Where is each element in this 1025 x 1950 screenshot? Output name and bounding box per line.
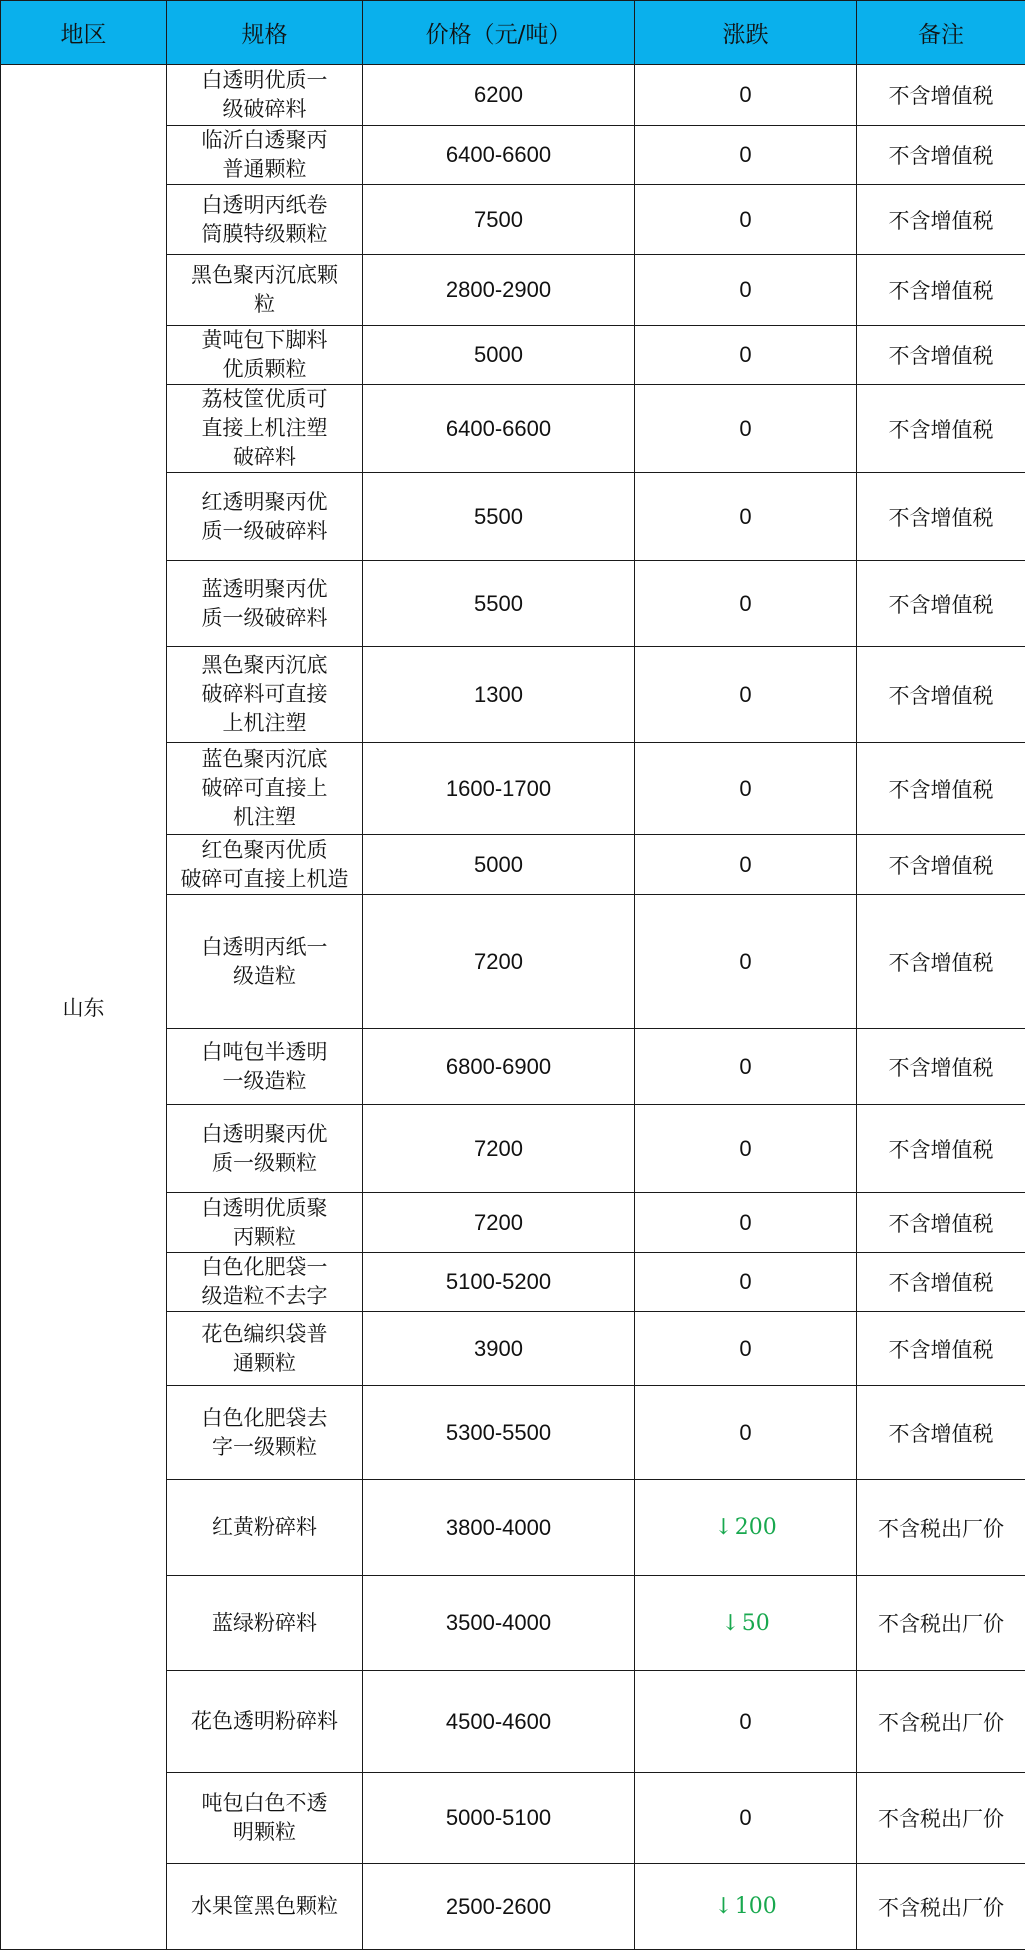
note-cell: 不含增值税 xyxy=(857,561,1025,647)
change-value: 50 xyxy=(742,1611,770,1636)
change-cell: 0 xyxy=(635,185,857,255)
spec-cell xyxy=(167,126,363,185)
price-cell: 6400-6600 xyxy=(363,385,635,473)
table-body xyxy=(1,65,1025,1950)
change-cell: 0 xyxy=(635,1312,857,1386)
spec-line: 破碎料可直接 xyxy=(173,680,356,709)
spec-line: 临沂白透聚丙 xyxy=(173,126,356,155)
change-cell xyxy=(635,1480,857,1576)
spec-line: 吨包白色不透 xyxy=(173,1789,356,1818)
change-cell: 0 xyxy=(635,1029,857,1105)
spec-cell xyxy=(167,1253,363,1312)
spec-line: 水果筐黑色颗粒 xyxy=(173,1892,356,1921)
note-cell: 不含增值税 xyxy=(857,185,1025,255)
change-cell: 0 xyxy=(635,1386,857,1480)
arrow-down-icon: ↓ xyxy=(721,1611,739,1636)
change-cell: 0 xyxy=(635,473,857,561)
spec-line: 普通颗粒 xyxy=(173,155,356,184)
spec-line: 级破碎料 xyxy=(173,95,356,124)
price-cell: 5000 xyxy=(363,835,635,895)
price-cell: 6200 xyxy=(363,65,635,126)
note-cell: 不含增值税 xyxy=(857,647,1025,743)
note-cell: 不含税出厂价 xyxy=(857,1671,1025,1773)
table-header xyxy=(1,1,1025,65)
price-cell: 3800-4000 xyxy=(363,1480,635,1576)
spec-cell xyxy=(167,1193,363,1253)
change-cell: 0 xyxy=(635,647,857,743)
change-cell: 0 xyxy=(635,1773,857,1864)
change-cell: 0 xyxy=(635,126,857,185)
spec-line: 白色化肥袋去 xyxy=(173,1404,356,1433)
change-cell: 0 xyxy=(635,1671,857,1773)
spec-line: 白色化肥袋一 xyxy=(173,1253,356,1282)
price-cell: 5000-5100 xyxy=(363,1773,635,1864)
spec-line: 质一级破碎料 xyxy=(173,517,356,546)
spec-cell xyxy=(167,895,363,1029)
spec-line: 字一级颗粒 xyxy=(173,1433,356,1462)
note-cell: 不含增值税 xyxy=(857,835,1025,895)
note-cell: 不含增值税 xyxy=(857,1193,1025,1253)
header-row xyxy=(1,1,1025,65)
change-cell: 0 xyxy=(635,561,857,647)
change-cell: 0 xyxy=(635,385,857,473)
note-cell: 不含增值税 xyxy=(857,473,1025,561)
change-value: 200 xyxy=(735,1515,777,1540)
price-cell: 2800-2900 xyxy=(363,255,635,326)
spec-cell xyxy=(167,1773,363,1864)
note-cell: 不含增值税 xyxy=(857,1253,1025,1312)
spec-line: 筒膜特级颗粒 xyxy=(173,220,356,249)
change-value: 100 xyxy=(735,1894,777,1919)
spec-cell xyxy=(167,1029,363,1105)
price-cell: 6800-6900 xyxy=(363,1029,635,1105)
change-cell: 0 xyxy=(635,255,857,326)
change-cell: 0 xyxy=(635,1193,857,1253)
spec-cell xyxy=(167,1671,363,1773)
spec-line: 红黄粉碎料 xyxy=(173,1513,356,1542)
spec-line: 丙颗粒 xyxy=(173,1223,356,1252)
note-cell: 不含增值税 xyxy=(857,326,1025,385)
spec-cell xyxy=(167,835,363,895)
spec-line: 机注塑 xyxy=(173,803,356,832)
price-cell: 5500 xyxy=(363,561,635,647)
spec-line: 优质颗粒 xyxy=(173,355,356,384)
spec-line: 破碎可直接上机造 xyxy=(173,865,356,894)
change-cell: 0 xyxy=(635,895,857,1029)
spec-cell xyxy=(167,1386,363,1480)
spec-line: 黄吨包下脚料 xyxy=(173,326,356,355)
change-cell xyxy=(635,1576,857,1671)
spec-line: 蓝透明聚丙优 xyxy=(173,575,356,604)
spec-line: 白透明优质聚 xyxy=(173,1194,356,1223)
spec-line: 级造粒不去字 xyxy=(173,1282,356,1311)
spec-cell xyxy=(167,1864,363,1950)
price-cell: 1600-1700 xyxy=(363,743,635,835)
spec-line: 破碎料 xyxy=(173,443,356,472)
note-cell: 不含增值税 xyxy=(857,126,1025,185)
spec-cell xyxy=(167,743,363,835)
note-cell: 不含税出厂价 xyxy=(857,1576,1025,1671)
spec-cell xyxy=(167,385,363,473)
price-cell: 4500-4600 xyxy=(363,1671,635,1773)
header-price: 价格（元/吨） xyxy=(363,1,635,65)
spec-line: 白吨包半透明 xyxy=(173,1038,356,1067)
spec-line: 黑色聚丙沉底 xyxy=(173,651,356,680)
note-cell: 不含税出厂价 xyxy=(857,1480,1025,1576)
spec-line: 粒 xyxy=(173,290,356,319)
note-cell: 不含增值税 xyxy=(857,1105,1025,1193)
spec-cell xyxy=(167,1312,363,1386)
note-cell: 不含税出厂价 xyxy=(857,1773,1025,1864)
spec-line: 明颗粒 xyxy=(173,1818,356,1847)
spec-line: 红色聚丙优质 xyxy=(173,836,356,865)
spec-cell xyxy=(167,561,363,647)
spec-cell xyxy=(167,185,363,255)
spec-cell xyxy=(167,647,363,743)
price-cell: 7200 xyxy=(363,1105,635,1193)
spec-line: 白透明聚丙优 xyxy=(173,1120,356,1149)
header-change: 涨跌 xyxy=(635,1,857,65)
note-cell: 不含增值税 xyxy=(857,895,1025,1029)
price-cell: 5500 xyxy=(363,473,635,561)
spec-line: 质一级破碎料 xyxy=(173,604,356,633)
spec-line: 花色透明粉碎料 xyxy=(173,1707,356,1736)
change-cell xyxy=(635,1864,857,1950)
spec-line: 蓝色聚丙沉底 xyxy=(173,745,356,774)
spec-line: 质一级颗粒 xyxy=(173,1149,356,1178)
price-cell: 7200 xyxy=(363,895,635,1029)
price-cell: 7200 xyxy=(363,1193,635,1253)
spec-cell xyxy=(167,1105,363,1193)
note-cell: 不含增值税 xyxy=(857,255,1025,326)
header-spec: 规格 xyxy=(167,1,363,65)
header-note: 备注 xyxy=(857,1,1025,65)
arrow-down-icon: ↓ xyxy=(714,1515,732,1540)
spec-line: 荔枝筐优质可 xyxy=(173,385,356,414)
spec-line: 直接上机注塑 xyxy=(173,414,356,443)
region-cell: 山东 xyxy=(1,65,167,1950)
spec-line: 级造粒 xyxy=(173,962,356,991)
price-cell: 5100-5200 xyxy=(363,1253,635,1312)
spec-cell xyxy=(167,255,363,326)
note-cell: 不含增值税 xyxy=(857,1029,1025,1105)
price-cell: 6400-6600 xyxy=(363,126,635,185)
spec-cell xyxy=(167,65,363,126)
spec-line: 蓝绿粉碎料 xyxy=(173,1609,356,1638)
arrow-down-icon: ↓ xyxy=(714,1894,732,1919)
change-cell: 0 xyxy=(635,1253,857,1312)
table-row xyxy=(1,65,1025,126)
price-cell: 5300-5500 xyxy=(363,1386,635,1480)
price-cell: 3500-4000 xyxy=(363,1576,635,1671)
spec-line: 通颗粒 xyxy=(173,1349,356,1378)
note-cell: 不含增值税 xyxy=(857,743,1025,835)
change-cell: 0 xyxy=(635,65,857,126)
spec-line: 花色编织袋普 xyxy=(173,1320,356,1349)
price-cell: 2500-2600 xyxy=(363,1864,635,1950)
change-cell: 0 xyxy=(635,1105,857,1193)
change-cell: 0 xyxy=(635,743,857,835)
note-cell: 不含税出厂价 xyxy=(857,1864,1025,1950)
spec-line: 黑色聚丙沉底颗 xyxy=(173,261,356,290)
spec-line: 白透明丙纸卷 xyxy=(173,191,356,220)
spec-line: 破碎可直接上 xyxy=(173,774,356,803)
spec-cell xyxy=(167,1480,363,1576)
note-cell: 不含增值税 xyxy=(857,385,1025,473)
spec-cell xyxy=(167,1576,363,1671)
price-cell: 1300 xyxy=(363,647,635,743)
spec-cell xyxy=(167,326,363,385)
price-cell: 3900 xyxy=(363,1312,635,1386)
spec-line: 白透明优质一 xyxy=(173,66,356,95)
change-cell: 0 xyxy=(635,835,857,895)
note-cell: 不含增值税 xyxy=(857,1312,1025,1386)
header-region: 地区 xyxy=(1,1,167,65)
price-cell: 7500 xyxy=(363,185,635,255)
note-cell: 不含增值税 xyxy=(857,65,1025,126)
change-cell: 0 xyxy=(635,326,857,385)
spec-line: 白透明丙纸一 xyxy=(173,933,356,962)
spec-line: 上机注塑 xyxy=(173,709,356,738)
spec-cell xyxy=(167,473,363,561)
price-cell: 5000 xyxy=(363,326,635,385)
spec-line: 一级造粒 xyxy=(173,1067,356,1096)
spec-line: 红透明聚丙优 xyxy=(173,488,356,517)
note-cell: 不含增值税 xyxy=(857,1386,1025,1480)
